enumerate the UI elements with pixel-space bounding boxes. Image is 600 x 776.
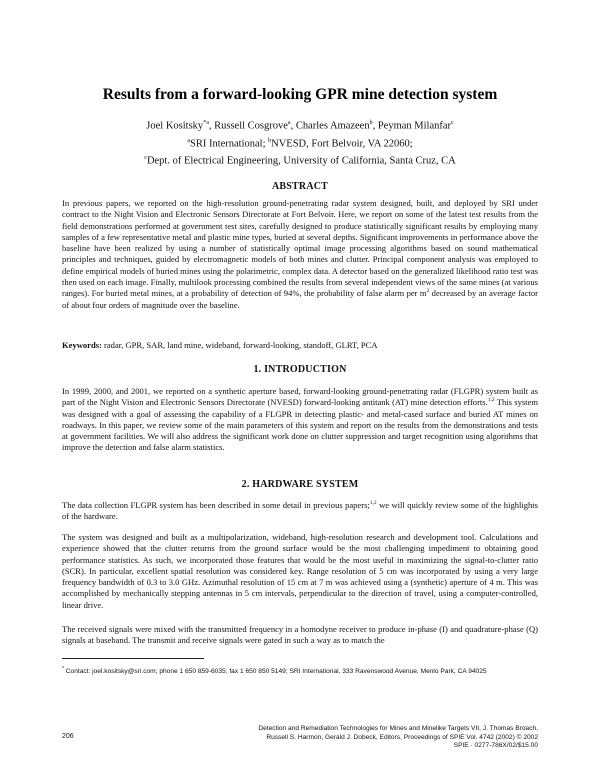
keywords-line: Keywords: radar, GPR, SAR, land mine, wideband, forward-looking, standoff, GLRT, PCA [62,340,378,350]
publication-info: Detection and Remediation Technologies for Mines and Minelike Targets VII, J. Thomas Broach, Russell S. Harmon, Gerald J. Dobeck, Editors, Proceedings of SPIE Vol. 4742 (2002) © 2002 SPIE · 0277-786X/02/$15.00 [258,725,538,750]
author-names: Joel Kositsky$^{*a}$, Russell Cosgrove$^a$, Charles Amazeen$^b$, Peyman Milanfar$^c$ [146,120,454,132]
paper-title: Results from a forward-looking GPR mine detection system [102,86,498,103]
abstract-text: In previous papers, we reported on the high-resolution ground-penetrating radar system designed, built, and deployed by SRI under contract to the Night Vision and Electronic Sensors Directorate at Fort Belvoir. Here, we report on some of the latest test results from the field demonstrations performed at government test sites, carefully designed to produce statistically significant results by employing many samples of a few representative metal and plastic mine types, buried at several depths. Significant improvements in performance above the baseline have been realized by using a number of statistically optimal image processing algorithms based on sound mathematical principles and techniques, guided by electromagnetic models of both mines and clutter. Principal component analysis was employed to define empirical models of buried mines using the polarimetric, complex data. A detector based on the generalized likelihood ratio test was then used on each image. Finally, multilook processing combined the results from several independent views of the same mines (at various ranges). For buried metal mines, at a probability of detection of 94%, the probability of false alarm per $m^2$ decreased by an average factor of about four orders of magnitude over the baseline. [62,198,539,310]
author-block [0,116,600,169]
hardware-paragraph-2: The system was designed and built as a multipolarization, wideband, high-resolution research and development tool. Calculations and experience showed that the clutter returns from the ground surface would be the most challenging impediment to obtaining good performance statistics. As such, we incorporated those features that would be the most useful in maximizing the signal-to-clutter ratio (SCR). In particular, excellent spatial resolution was considered key. Range resolution of 5 cm was incorporated by using a very large frequency bandwidth of 0.3 to 3.0 GHz. Azimuthal resolution of 15 cm at 7 m was achieved using a (synthetic) aperture of 4 m. This was accomplished by mechanically stepping antennas in 5 cm intervals, perpendicular to the direction of travel, using a computer-controlled, linear drive. [62,532,538,610]
affiliation-line-1: $^a$SRI International; $^b$NVESD, Fort Belvoir, VA 22060; [187,137,413,149]
hardware-paragraph-3: The received signals were mixed with the transmitted frequency in a homodyne receiver to produce in-phase (I) and quadrature-phase (Q) signals at baseband. The transmit and receive signals were gated in such a way as to match the [62,624,538,646]
hardware-heading: 2. HARDWARE SYSTEM [241,479,359,490]
footnote-divider [62,658,204,659]
affiliation-line-2: $^c$Dept. of Electrical Engineering, University of California, Santa Cruz, CA [144,155,456,167]
hardware-paragraph-1: The data collection FLGPR system has been described in some detail in previous papers;$^{1,2}$ we will quickly review some of the highlights of the hardware. [62,500,538,522]
introduction-text: In 1999, 2000, and 2001, we reported on a synthetic aperture based, forward-looking ground-penetrating radar (FLGPR) system built as part of the Night Vision and Electronic Sensors Directorate (NVESD) forward-looking antitank (AT) mine detection efforts.$^{1,2}$ This system was designed with a goal of assessing the capability of a FLGPR in detecting plastic- and metal-cased surface and buried AT mines on roadways. In this paper, we review some of the main parameters of this system and report on the results from the demonstrations and tests at government facilities. We will also address the significant work done on clutter suppression and target recognition using algorithms that improve the detection and false alarm statistics. [62,386,538,453]
introduction-heading: 1. INTRODUCTION [253,364,347,375]
keywords-label: Keywords: [62,340,102,350]
page-number: 206 [62,733,74,740]
abstract-heading: ABSTRACT [271,181,329,192]
footnote: * Contact: joel.kositsky@sri.com; phone 1 650 859-6035; fax 1 650 850 5149; SRI International, 333 Ravenswood Avenue, Menlo Park, CA 94025 [62,666,487,676]
